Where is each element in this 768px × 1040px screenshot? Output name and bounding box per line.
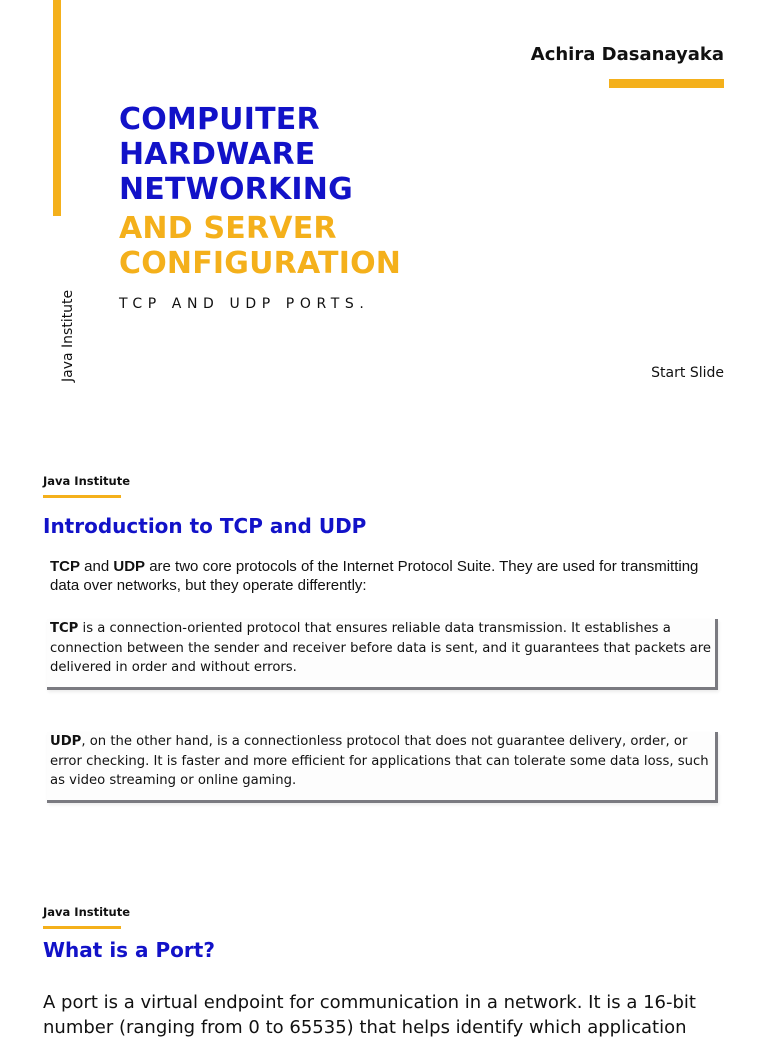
start-slide-label: Start Slide (651, 365, 724, 381)
port-line-1: A port is a virtual endpoint for communication in a network. It is a 16-bit (43, 992, 696, 1013)
section-underline-bar (43, 495, 121, 498)
intro-paragraph (50, 557, 730, 595)
intro-and: and (80, 558, 114, 575)
tcp-info-card (47, 619, 718, 690)
intro-rest: are two core protocols of the Internet Protocol Suite. They are used for transmitting data over networks, but they operate differently: (50, 558, 699, 594)
udp-info-card (47, 732, 718, 803)
title-line-1: COMPUITER (119, 102, 320, 137)
udp-card-description: , on the other hand, is a connectionless protocol that does not guarantee delivery, order, or error checking. It is faster and more efficient for applications that can tolerate some data loss, such as video streaming or online gaming. (50, 734, 709, 789)
udp-card-term: UDP (50, 734, 82, 749)
intro-tcp-term: TCP (50, 558, 80, 575)
port-paragraph (43, 990, 743, 1040)
port-line-2: number (ranging from 0 to 65535) that helps identify which application (43, 1017, 687, 1038)
author-underline-bar (609, 79, 724, 88)
section-underline-bar (43, 926, 121, 929)
course-title-yellow (119, 211, 401, 281)
left-accent-bar (53, 0, 61, 216)
subtitle: TCP AND UDP PORTS. (119, 296, 370, 312)
course-title-blue (119, 102, 353, 207)
section-title: Introduction to TCP and UDP (43, 514, 367, 538)
section-institute-label: Java Institute (43, 474, 131, 488)
title-line-4: AND SERVER (119, 211, 337, 246)
tcp-card-term: TCP (50, 621, 79, 636)
intro-udp-term: UDP (113, 558, 146, 575)
tcp-card-text (50, 619, 715, 678)
author-name: Achira Dasanayaka (530, 44, 724, 65)
title-line-2: HARDWARE (119, 137, 316, 172)
tcp-card-description: is a connection-oriented protocol that ensures reliable data transmission. It establishes a connection between the sender and receiver before data is sent, and it guarantees that packets are delivered in order and without errors. (50, 621, 711, 676)
udp-card-text (50, 732, 715, 791)
section-institute-label: Java Institute (43, 905, 131, 919)
title-line-3: NETWORKING (119, 172, 353, 207)
title-line-5: CONFIGURATION (119, 246, 402, 281)
section-title: What is a Port? (43, 938, 215, 962)
vertical-institute-label: Java Institute (60, 289, 76, 382)
